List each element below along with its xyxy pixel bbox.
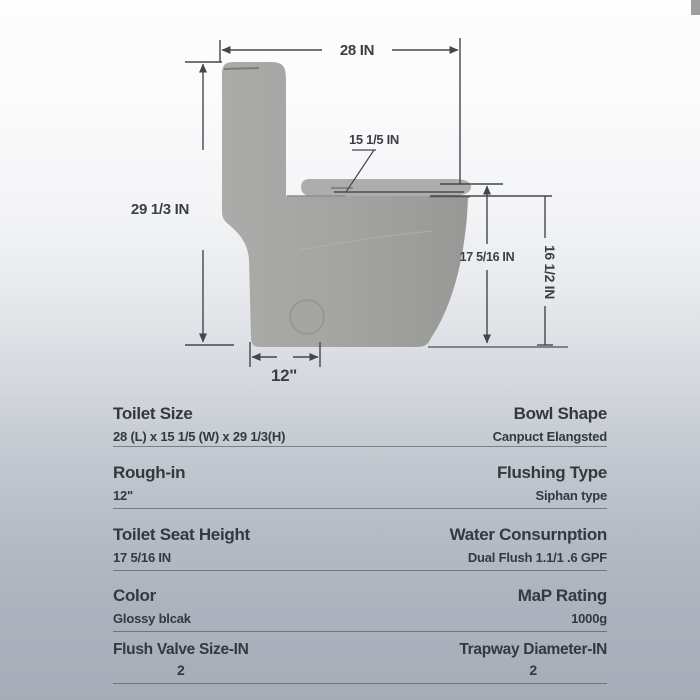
- toilet-body: [222, 62, 468, 347]
- spec-value: Glossy blcak: [113, 611, 191, 626]
- dim-rough-in-label: 12": [270, 366, 298, 385]
- dim-rim-height-label: 16 1/2 IN: [542, 244, 558, 300]
- spec-row-valve-trapway: [113, 632, 607, 684]
- dim-overall-height-label: 29 1/3 IN: [130, 201, 190, 218]
- spec-cell-water-consumption: [360, 526, 607, 570]
- spec-cell-toilet-size: [113, 405, 360, 446]
- spec-cell-seat-height: [113, 526, 360, 570]
- spec-row-color: [113, 571, 607, 632]
- spec-label: Flush Valve Size-IN: [113, 641, 249, 658]
- spec-value: 12": [113, 488, 134, 503]
- trapway-cap-circle: [290, 300, 324, 334]
- spec-label: Rough-in: [113, 463, 186, 482]
- tank-lid-seam: [224, 68, 259, 69]
- dim-seat-height-label: 17 5/16 IN: [459, 250, 515, 264]
- spec-cell-rough-in: [113, 464, 360, 508]
- spec-table: [113, 398, 607, 684]
- spec-cell-color: [113, 587, 360, 631]
- spec-cell-flushing-type: [360, 464, 607, 508]
- spec-cell-flush-valve-size: [113, 642, 360, 683]
- spec-value: 1000g: [571, 611, 607, 626]
- spec-value: Canpuct Elangsted: [492, 429, 607, 444]
- spec-label: Flushing Type: [496, 463, 607, 482]
- spec-cell-trapway-diameter: [360, 642, 607, 683]
- spec-value: 2: [176, 661, 185, 678]
- spec-row-seat-height: [113, 509, 607, 571]
- dim-top-width-label: 28 IN: [339, 42, 375, 59]
- spec-row-rough-in: [113, 447, 607, 509]
- spec-label: Water Consurnption: [449, 525, 607, 544]
- spec-value: 2: [529, 661, 537, 678]
- trapway-diameter-group: [459, 642, 607, 677]
- spec-value: 28 (L) x 15 1/5 (W) x 29 1/3(H): [113, 429, 286, 444]
- spec-label: Bowl Shape: [513, 404, 607, 423]
- dim-seat-width-label: 15 1/5 IN: [348, 132, 400, 147]
- spec-label: MaP Rating: [517, 586, 607, 605]
- toilet-seat: [301, 179, 471, 196]
- spec-value: Dual Flush 1.1/1 .6 GPF: [467, 550, 607, 565]
- spec-label: Trapway Diameter-IN: [459, 641, 607, 658]
- spec-cell-bowl-shape: [360, 405, 607, 446]
- spec-row-toilet-size: [113, 398, 607, 447]
- spec-value: 17 5/16 IN: [113, 550, 171, 565]
- flush-valve-group: [113, 642, 249, 677]
- spec-label: Toilet Size: [113, 404, 193, 423]
- spec-label: Color: [113, 586, 156, 605]
- spec-cell-map-rating: [360, 587, 607, 631]
- spec-value: Siphan type: [535, 488, 607, 503]
- spec-label: Toilet Seat Height: [113, 525, 250, 544]
